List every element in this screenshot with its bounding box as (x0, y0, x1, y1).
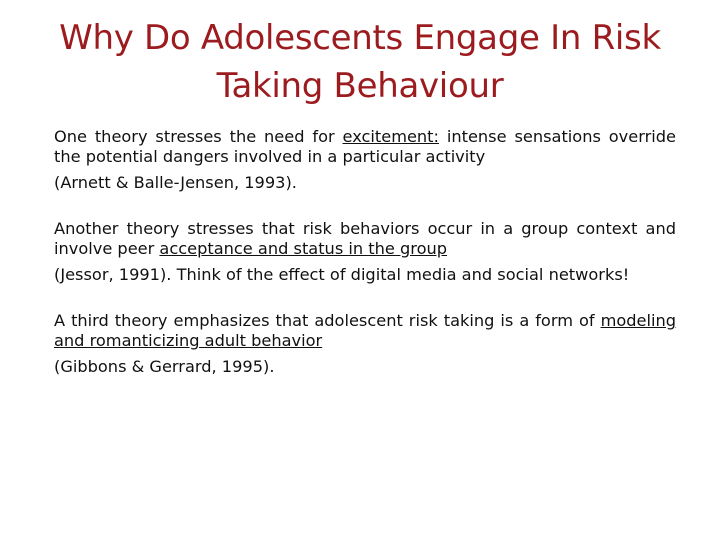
underlined-term-modeling: modeling and romanticizing adult behavior (54, 311, 676, 350)
underlined-term-acceptance: acceptance and status in the group (159, 239, 448, 258)
paragraph-modeling-text-before: A third theory emphasizes that adolescent risk taking is a form of (54, 311, 601, 330)
paragraph-excitement-text-after: intense sensations override the potential dangers involved in a particular activity (54, 127, 676, 166)
paragraph-group-text-before: Another theory stresses that risk behaviors occur in a group context and involve peer (54, 219, 676, 258)
paragraph-group-context (54, 219, 676, 259)
slide-title-line-2: Taking Behaviour (216, 66, 504, 106)
underlined-term-excitement: excitement: (342, 127, 439, 146)
citation-gibbons: (Gibbons & Gerrard, 1995). (54, 357, 275, 376)
paragraph-modeling (54, 311, 676, 351)
slide-title (20, 14, 700, 110)
slide-title-line-1: Why Do Adolescents Engage In Risk (59, 18, 661, 58)
citation-arnett: (Arnett & Balle-Jensen, 1993). (54, 173, 297, 192)
slide-body (54, 127, 676, 377)
citation-jessor: (Jessor, 1991). Think of the effect of digital media and social networks! (54, 265, 630, 284)
paragraph-excitement-text-before: One theory stresses the need for (54, 127, 343, 146)
paragraph-excitement (54, 127, 676, 167)
